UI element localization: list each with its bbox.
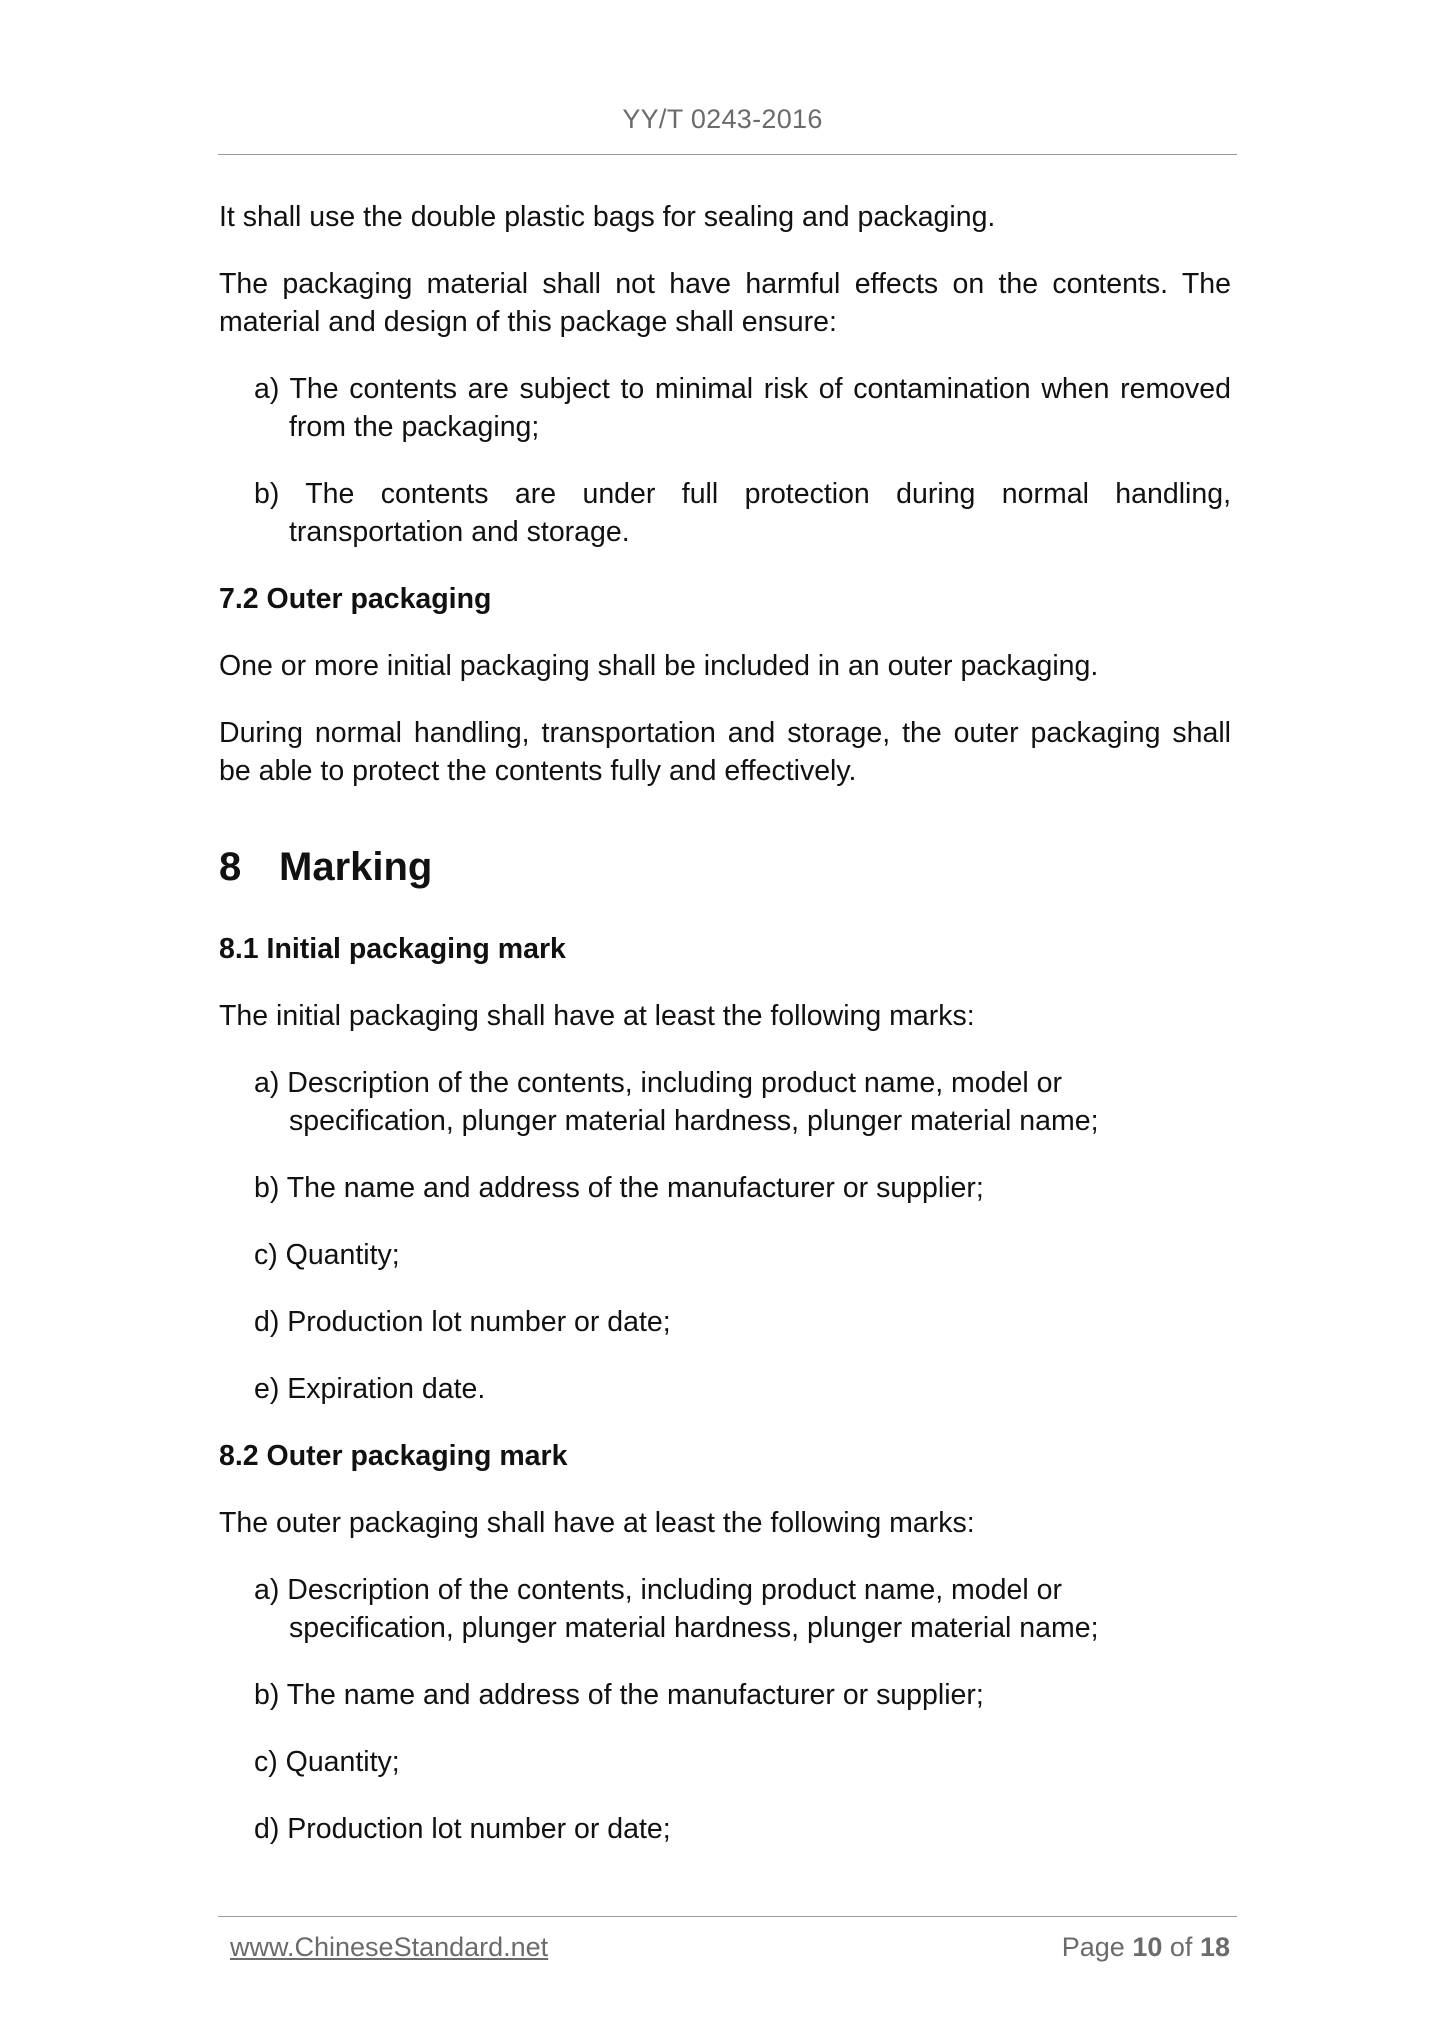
total-pages: 18	[1199, 1932, 1230, 1962]
list-item: b) The name and address of the manufacturer or supplier;	[254, 1172, 984, 1204]
website-link[interactable]: www.ChineseStandard.net	[230, 1932, 549, 1962]
paragraph: The packaging material shall not have harmful effects on the contents. The material and design of this package shall ensure:	[219, 268, 1231, 338]
list-item: a) Description of the contents, including product name, model or specification, plunger material hardness, plunger material name;	[254, 1574, 1099, 1644]
of-word: of	[1169, 1932, 1193, 1962]
footer-divider	[218, 1916, 1237, 1917]
list-item: c) Quantity;	[254, 1239, 400, 1271]
list-item: e) Expiration date.	[254, 1373, 486, 1405]
paragraph: One or more initial packaging shall be included in an outer packaging.	[219, 650, 1099, 682]
document-body	[219, 198, 1231, 1877]
page-indicator	[1062, 1932, 1230, 1963]
list-item: d) Production lot number or date;	[254, 1813, 671, 1845]
section-heading-8-2: 8.2 Outer packaging mark	[219, 1440, 568, 1472]
page-header-doc-code: YY/T 0243-2016	[622, 104, 823, 134]
chapter-title: Marking	[279, 845, 433, 889]
header-divider	[218, 154, 1237, 155]
list-item: a) Description of the contents, including product name, model or specification, plunger material hardness, plunger material name;	[254, 1067, 1099, 1137]
paragraph: The initial packaging shall have at least the following marks:	[219, 1000, 975, 1032]
chapter-number: 8	[219, 845, 242, 889]
list-item: b) The name and address of the manufacturer or supplier;	[254, 1679, 984, 1711]
list-item: b) The contents are under full protection during normal handling, transportation and storage.	[254, 478, 1231, 548]
page-word: Page	[1061, 1932, 1125, 1962]
list-item: d) Production lot number or date;	[254, 1306, 671, 1338]
paragraph: It shall use the double plastic bags for sealing and packaging.	[219, 201, 996, 233]
list-item: a) The contents are subject to minimal risk of contamination when removed from the packaging;	[254, 373, 1231, 443]
page-number: 10	[1132, 1932, 1163, 1962]
paragraph: During normal handling, transportation and storage, the outer packaging shall be able to protect the contents fully and effectively.	[219, 717, 1231, 787]
list-item: c) Quantity;	[254, 1746, 400, 1778]
chapter-heading-8	[219, 843, 1231, 891]
section-heading-8-1: 8.1 Initial packaging mark	[219, 933, 566, 965]
section-heading-7-2: 7.2 Outer packaging	[219, 583, 492, 615]
paragraph: The outer packaging shall have at least the following marks:	[219, 1507, 975, 1539]
